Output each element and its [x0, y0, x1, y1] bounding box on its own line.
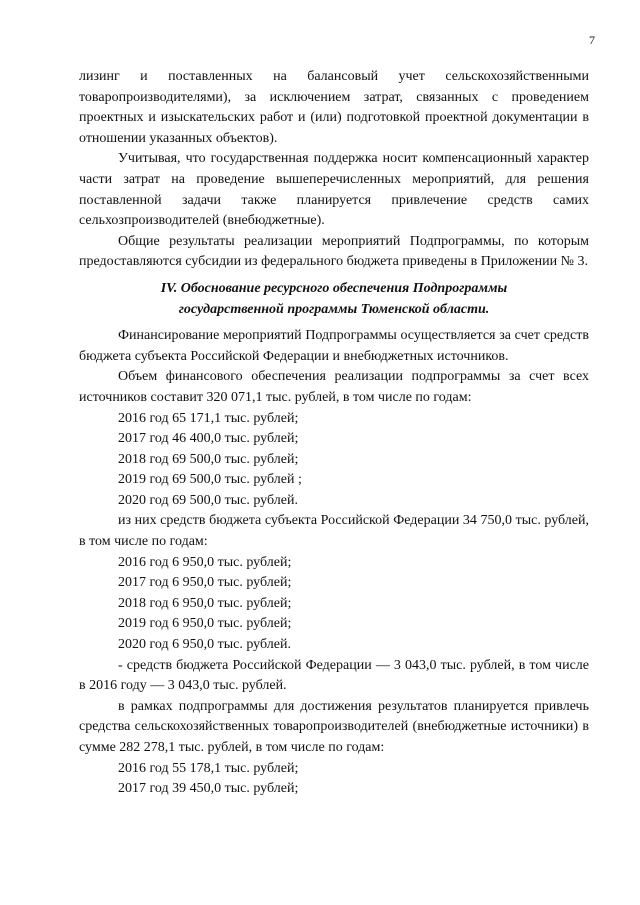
list-item: 2020 год 69 500,0 тыс. рублей.	[118, 492, 298, 508]
section-heading-line-2: государственной программы Тюменской области.	[178, 301, 490, 317]
list-item: 2017 год 39 450,0 тыс. рублей;	[118, 781, 299, 797]
page-content	[79, 67, 589, 800]
paragraph-regional-budget: из них средств бюджета субъекта Российской Федерации 34 750,0 тыс. рублей, в том числе по годам:	[79, 513, 589, 550]
page-number: 7	[589, 33, 595, 47]
offbudget-by-year-list	[79, 759, 589, 800]
paragraph-leasing: лизинг и поставленных на балансовый учет сельскохозяйственными товаропроизводителями), за исключением затрат, связанных с проведением проектных и изыскательских работ и (или) подготовкой проектной документации в отношении указанных объектов).	[79, 69, 589, 146]
regional-by-year-list	[79, 553, 589, 656]
section-heading	[79, 279, 589, 320]
paragraph-results: Общие результаты реализации мероприятий Подпрограммы, по которым предоставляются субсидии из федерального бюджета приведены в Приложении № 3.	[79, 233, 589, 270]
list-item: 2018 год 6 950,0 тыс. рублей;	[118, 595, 292, 611]
total-by-year-list	[79, 409, 589, 512]
list-item: 2019 год 6 950,0 тыс. рублей;	[118, 616, 292, 632]
paragraph-compensation: Учитывая, что государственная поддержка носит компенсационный характер части затрат на проведение вышеперечисленных мероприятий, для решения поставленной задачи также планируется привлечение средств самих сельхозпроизводителей (внебюджетные).	[79, 151, 589, 229]
list-item: 2020 год 6 950,0 тыс. рублей.	[118, 637, 291, 653]
paragraph-offbudget: в рамках подпрограммы для достижения результатов планируется привлечь средства сельскохозяйственных товаропроизводителей (внебюджетные источники) в сумме 282 278,1 тыс. рублей, в том числе по годам:	[79, 698, 589, 755]
list-item: 2016 год 6 950,0 тыс. рублей;	[118, 554, 292, 570]
list-item: 2017 год 6 950,0 тыс. рублей;	[118, 575, 292, 591]
list-item: 2016 год 55 178,1 тыс. рублей;	[118, 760, 299, 776]
list-item: 2019 год 69 500,0 тыс. рублей ;	[118, 472, 302, 488]
list-item: 2018 год 69 500,0 тыс. рублей;	[118, 451, 299, 467]
paragraph-financing: Финансирование мероприятий Подпрограммы осуществляется за счет средств бюджета субъекта Российской Федерации и внебюджетных источников.	[79, 328, 589, 364]
paragraph-federal-budget: - средств бюджета Российской Федерации — 3 043,0 тыс. рублей, в том числе в 2016 году — 3 043,0 тыс. рублей.	[79, 657, 589, 694]
paragraph-total-volume: Объем финансового обеспечения реализации подпрограммы за счет всех источников составит 320 071,1 тыс. рублей, в том числе по годам:	[79, 369, 589, 405]
section-heading-line-1: IV. Обоснование ресурсного обеспечения Подпрограммы	[160, 280, 508, 296]
list-item: 2016 год 65 171,1 тыс. рублей;	[118, 410, 299, 426]
list-item: 2017 год 46 400,0 тыс. рублей;	[118, 431, 299, 447]
